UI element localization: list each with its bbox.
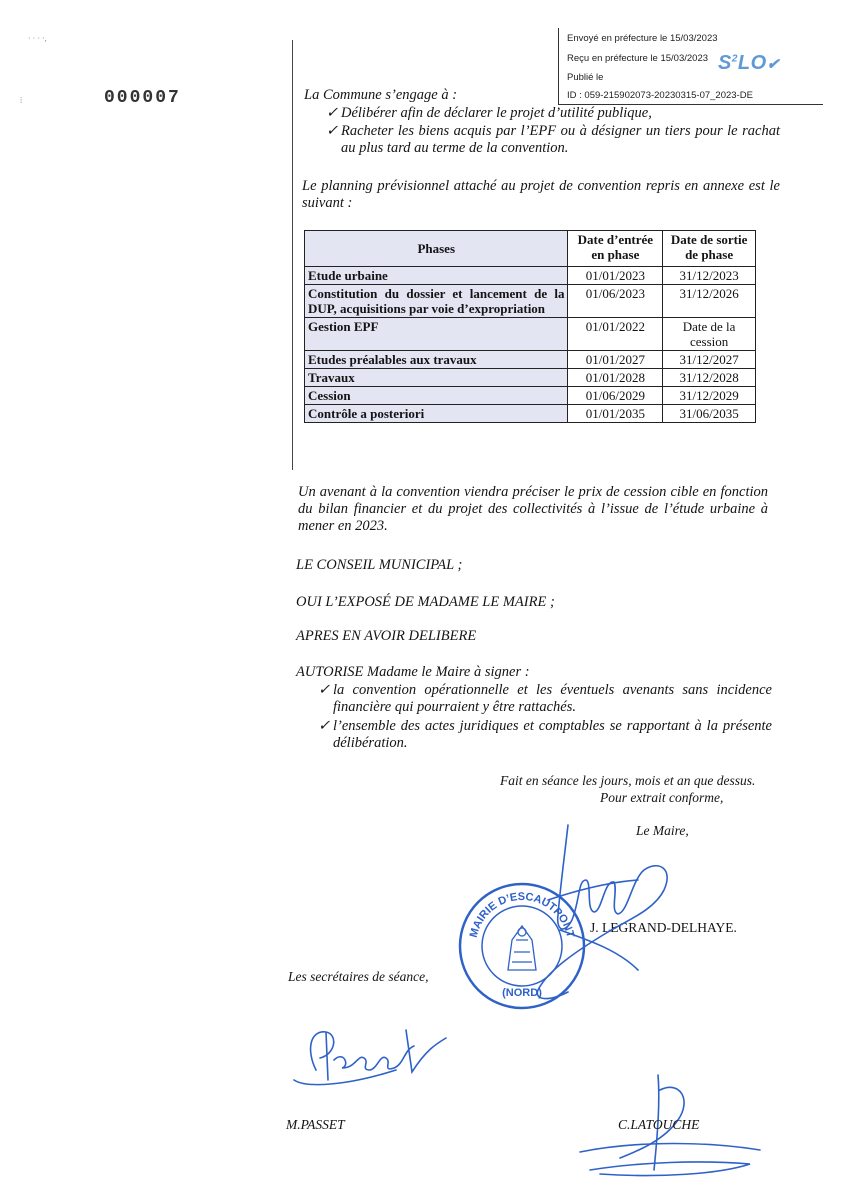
- phase-end: 31/12/2026: [663, 285, 756, 318]
- phase-name: Constitution du dossier et lancement de la DUP, acquisitions par voie d’expropriation: [305, 285, 568, 318]
- table-row: [305, 285, 756, 318]
- scan-specks: · · · ·,: [28, 34, 47, 43]
- phase-end: 31/12/2029: [663, 387, 756, 405]
- commitment-item: ✓ Racheter les biens acquis par l’EPF ou à désigner un tiers pour le rachat au plus tard au terme de la convention.: [326, 123, 780, 156]
- phase-start: 01/01/2027: [568, 351, 663, 369]
- phase-end: 31/12/2027: [663, 351, 756, 369]
- seal-top-text: MAIRIE D’ESCAUTPONT: [467, 890, 577, 939]
- seal-bottom-text: (NORD): [502, 987, 542, 999]
- heard-heading: OUI L’EXPOSÉ DE MADAME LE MAIRE ;: [296, 594, 555, 610]
- authorises-intro: AUTORISE Madame le Maire à signer :: [296, 664, 530, 680]
- document-number: 000007: [104, 88, 181, 108]
- mayor-name: J. LEGRAND-DELHAYE.: [590, 920, 737, 935]
- stamp-id: ID : 059-215902073-20230315-07_2023-DE: [567, 90, 753, 101]
- phase-name: Cession: [305, 387, 568, 405]
- header-end-date: Date de sortie de phase: [663, 231, 756, 267]
- stamp-published: Publié le: [567, 72, 604, 83]
- commitment-item: ✓ Délibérer afin de déclarer le projet d’utilité publique,: [326, 105, 652, 121]
- planning-intro: Le planning prévisionnel attaché au projet de convention repris en annexe est le suivant :: [302, 178, 780, 211]
- closing-line: Fait en séance les jours, mois et an que dessus.: [500, 773, 756, 788]
- secretaries-label: Les secrétaires de séance,: [288, 969, 429, 984]
- phase-end: Date de la cession: [663, 318, 756, 351]
- stamp-sent: Envoyé en préfecture le 15/03/2023: [567, 33, 718, 44]
- table-header-row: [305, 231, 756, 267]
- phase-name: Etudes préalables aux travaux: [305, 351, 568, 369]
- table-row: [305, 369, 756, 387]
- phase-start: 01/01/2035: [568, 405, 663, 423]
- prefecture-stamp: [558, 28, 823, 105]
- amendment-paragraph: Un avenant à la convention viendra préciser le prix de cession cible en fonction du bilan financier et du projet des collectivités à l’issue de l’étude urbaine à mener en 2023.: [298, 484, 768, 534]
- authorises-item: ✓ la convention opérationnelle et les éventuels avenants sans incidence financière qui pourraient y être rattachés.: [318, 682, 772, 715]
- scan-specks: ⁞: [20, 96, 23, 105]
- deliberated-heading: APRES EN AVOIR DELIBERE: [296, 628, 477, 644]
- mayor-title: Le Maire,: [636, 823, 689, 838]
- phase-end: 31/06/2035: [663, 405, 756, 423]
- closing-line-2: Pour extrait conforme,: [600, 790, 724, 805]
- secretary-right-name: C.LATOUCHE: [618, 1117, 700, 1132]
- header-phases: Phases: [305, 231, 568, 267]
- stamp-received: Reçu en préfecture le 15/03/2023: [567, 53, 709, 64]
- check-icon: ✓: [326, 105, 339, 121]
- phase-name: Etude urbaine: [305, 267, 568, 285]
- council-heading: LE CONSEIL MUNICIPAL ;: [296, 557, 463, 573]
- table-row: [305, 267, 756, 285]
- phase-start: 01/01/2028: [568, 369, 663, 387]
- commitment-intro: La Commune s’engage à :: [304, 87, 458, 103]
- phase-name: Contrôle a posteriori: [305, 405, 568, 423]
- s2lo-logo: $S^2LO✔$: [718, 52, 780, 74]
- phase-start: 01/06/2029: [568, 387, 663, 405]
- phase-start: 01/06/2023: [568, 285, 663, 318]
- table-row: [305, 318, 756, 351]
- phase-name: Gestion EPF: [305, 318, 568, 351]
- margin-rule: [292, 40, 293, 470]
- check-icon: ✓: [318, 682, 331, 698]
- phase-end: 31/12/2028: [663, 369, 756, 387]
- phase-name: Travaux: [305, 369, 568, 387]
- phase-start: 01/01/2023: [568, 267, 663, 285]
- check-icon: ✓: [326, 123, 339, 139]
- passet-signature: [286, 1010, 466, 1090]
- header-start-date: Date d’entrée en phase: [568, 231, 663, 267]
- mayor-signature: [468, 820, 698, 1020]
- authorises-item: ✓ l’ensemble des actes juridiques et comptables se rapportant à la présente délibération.: [318, 718, 772, 751]
- secretary-left-name: M.PASSET: [286, 1117, 345, 1132]
- phase-end: 31/12/2023: [663, 267, 756, 285]
- table-row: [305, 387, 756, 405]
- check-icon: ✓: [318, 718, 331, 734]
- phase-start: 01/01/2022: [568, 318, 663, 351]
- table-row: [305, 405, 756, 423]
- table-row: [305, 351, 756, 369]
- phases-table: [304, 230, 756, 423]
